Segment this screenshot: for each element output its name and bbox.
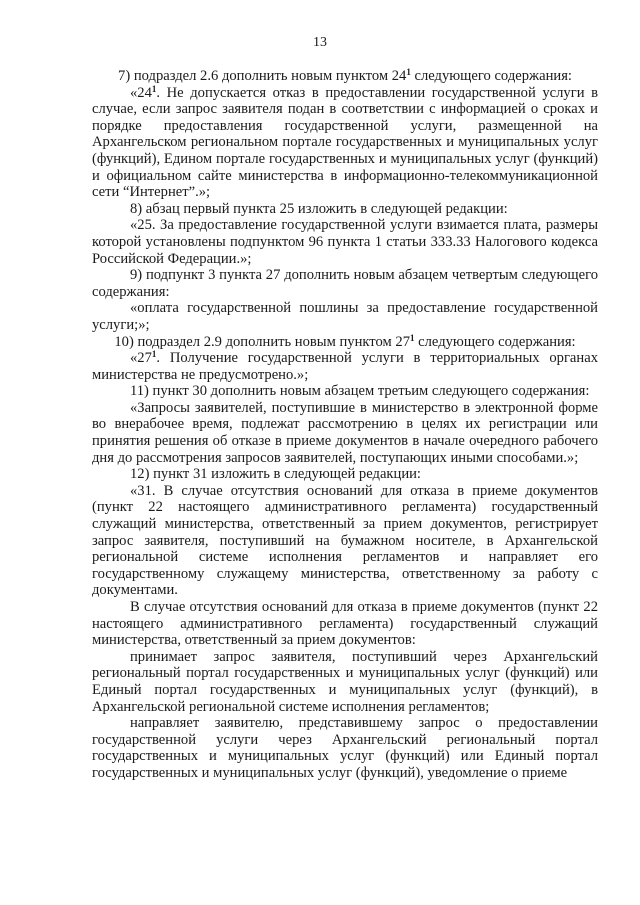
paragraph-text: 11) пункт 30 дополнить новым абзацем третьим следующего содержания: xyxy=(130,383,590,400)
paragraph xyxy=(92,383,598,400)
superscript-index: 1 xyxy=(151,349,157,360)
paragraph xyxy=(92,217,598,267)
paragraph-text: 10) подраздел 2.9 дополнить новым пунктом 27 xyxy=(114,333,410,350)
paragraph-text: В случае отсутствия оснований для отказа в приеме документов (пункт 22 настоящего административного регламента) государственный служащий министерства, ответственный за прием документов: xyxy=(92,599,598,649)
paragraph-text: «оплата государственной пошлины за предоставление государственной услуги;»; xyxy=(92,300,598,333)
superscript-index: 1 xyxy=(410,332,415,343)
paragraph xyxy=(92,483,598,599)
paragraph xyxy=(92,466,598,483)
paragraph xyxy=(92,400,598,466)
paragraph xyxy=(92,334,598,351)
paragraph-text: «Запросы заявителей, поступившие в министерство в электронной форме во внерабочее время, подлежат рассмотрению в целях их регистрации или принятия решения об отказе в приеме документов в начале очередного рабочего дня до рассмотрения запросов заявителей, поступающих иными способами.»; xyxy=(92,399,598,466)
superscript-index: 1 xyxy=(406,67,411,77)
page-number: 13 xyxy=(313,35,327,50)
paragraph-text: 8) абзац первый пункта 25 изложить в следующей редакции: xyxy=(130,200,508,217)
paragraph-text: «25. За предоставление государственной услуги взимается плата, размеры которой установлены подпунктом 96 пункта 1 статьи 333.33 Налогового кодекса Российской Федерации.»; xyxy=(92,217,598,267)
paragraph-text: «27 xyxy=(130,350,152,367)
paragraph-text: следующего содержания: xyxy=(410,68,572,84)
paragraph xyxy=(92,599,598,649)
paragraph xyxy=(92,350,598,383)
paragraph-text: принимает запрос заявителя, поступивший через Архангельский региональный портал государственных и муниципальных услуг (функций) или Единый портал государственных и муниципальных услуг (функций), в Архангельской региональной системе исполнения регламентов; xyxy=(92,648,598,715)
paragraph-text: . Получение государственной услуги в территориальных органах министерства не предусмотрено.»; xyxy=(92,350,598,383)
paragraph xyxy=(92,201,598,218)
paragraph xyxy=(92,68,598,85)
paragraph xyxy=(92,649,598,715)
paragraph-text: «31. В случае отсутствия оснований для отказа в приеме документов (пункт 22 настоящего административного регламента) государственный служащий министерства, ответственный за прием документов, регистрирует запрос заявителя, поступивший на бумажном носителе, в Архангельской региональной системе исполнения регламентов и направляет его государственному служащему министерства, ответственному за работу с документами. xyxy=(92,482,598,599)
paragraph-text: направляет заявителю, представившему запрос о предоставлении государственной услуги через Архангельский региональный портал государственных и муниципальных услуг (функций) или Единый портал государственных и муниципальных услуг (функций), уведомление о приеме xyxy=(92,715,598,781)
paragraph-text: «24 xyxy=(130,84,152,101)
superscript-index: 1 xyxy=(151,83,157,94)
paragraph-text: 12) пункт 31 изложить в следующей редакции: xyxy=(130,466,421,483)
paragraph xyxy=(92,300,598,333)
paragraph-text: 9) подпункт 3 пункта 27 дополнить новым абзацем четвертым следующего содержания: xyxy=(92,267,598,300)
paragraph-text: следующего содержания: xyxy=(414,333,576,350)
paragraph xyxy=(92,267,598,300)
paragraph xyxy=(92,85,598,201)
document-body xyxy=(92,68,598,782)
paragraph xyxy=(92,715,598,781)
paragraph-text: 7) подраздел 2.6 дополнить новым пунктом 24 xyxy=(118,68,407,84)
paragraph-text: . Не допускается отказ в предоставлении государственной услуги в случае, если запрос заявителя подан в соответствии с информацией о сроках и порядке предоставления государственной услуги, размещенной на Архангельском региональном портале государственных и муниципальных услуг (функций), Едином портале государственных и муниципальных услуг (функций) и официальном сайте министерства в информационно-телекоммуникационной сети “Интернет”.»; xyxy=(92,84,598,201)
